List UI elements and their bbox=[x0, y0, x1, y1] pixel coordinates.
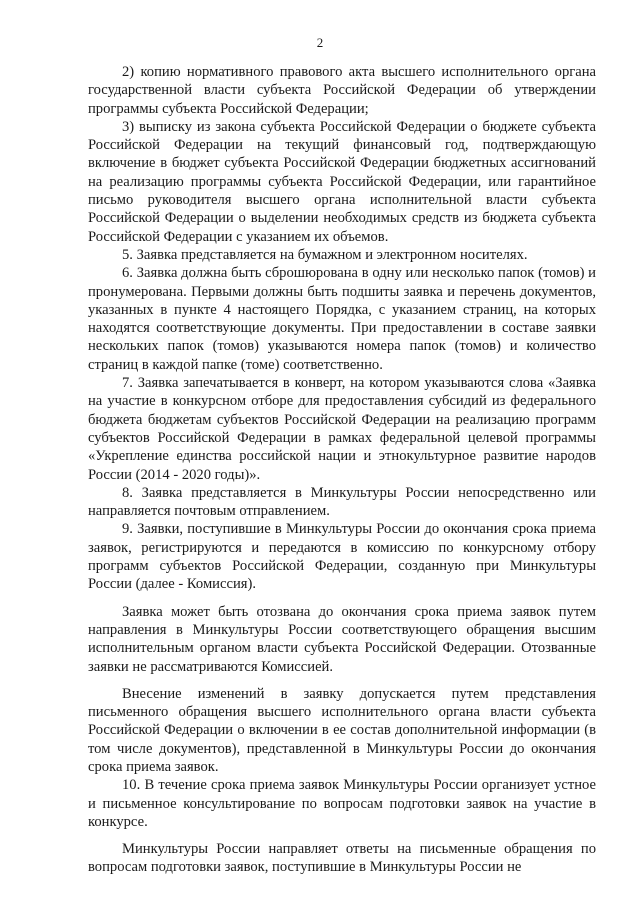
paragraph-amendments: Внесение изменений в заявку допускается путем представления письменного обращения высшего исполнительного органа власти субъекта Российской Федерации о включении в ее состав дополнительной информации (в том числе документов), представленной в Минкультуры России до окончания срока приема заявок. bbox=[88, 685, 596, 775]
document-body bbox=[88, 63, 596, 877]
paragraph-item-3: 3) выписку из закона субъекта Российской Федерации о бюджете субъекта Российской Федерации на текущий финансовый год, подтверждающую включение в бюджет субъекта Российской Федерации бюджетных ассигнований на реализацию программы субъекта Российской Федерации, или гарантийное письмо руководителя высшего органа исполнительной власти субъекта Российской Федерации о выделении необходимых средств из бюджета субъекта Российской Федерации с указанием их объемов. bbox=[88, 118, 596, 245]
paragraph-7: 7. Заявка запечатывается в конверт, на котором указываются слова «Заявка на участие в конкурсном отборе для предоставления субсидий из федерального бюджета бюджетам субъектов Российской Федерации на реализацию программ субъектов Российской Федерации в рамках федеральной целевой программы «Укрепление единства российской нации и этнокультурное развитие народов России (2014 - 2020 годы)». bbox=[88, 375, 596, 483]
paragraph-6: 6. Заявка должна быть сброшюрована в одну или несколько папок (томов) и пронумерована. Первыми должны быть подшиты заявка и перечень документов, указанных в пункте 4 настоящего Порядка, с указанием страниц, на которых находятся соответствующие документы. При предоставлении в составе заявки нескольких папок (томов) указываются номера папок (томов) и количество страниц в каждой папке (томе) соответственно. bbox=[88, 265, 596, 373]
paragraph-9: 9. Заявки, поступившие в Минкультуры России до окончания срока приема заявок, регистрируются и передаются в комиссию по конкурсному отбору программ субъектов Российской Федерации, созданную при Минкультуры России (далее - Комиссия). bbox=[88, 521, 596, 593]
page-number: 2 bbox=[316, 35, 324, 50]
paragraph-5: 5. Заявка представляется на бумажном и электронном носителях. bbox=[122, 246, 528, 263]
paragraph-item-2: 2) копию нормативного правового акта высшего исполнительного органа государственной власти субъекта Российской Федерации об утверждении программы субъекта Российской Федерации; bbox=[88, 64, 596, 117]
paragraph-responses: Минкультуры России направляет ответы на письменные обращения по вопросам подготовки заявок, поступившие в Минкультуры России не bbox=[88, 841, 596, 876]
paragraph-8: 8. Заявка представляется в Минкультуры России непосредственно или направляется почтовым отправлением. bbox=[88, 484, 596, 520]
paragraph-withdrawal: Заявка может быть отозвана до окончания срока приема заявок путем направления в Минкультуры России соответствующего обращения высшим исполнительным органом власти субъекта Российской Федерации. Отозванные заявки не рассматриваются Комиссией. bbox=[88, 603, 596, 675]
paragraph-10: 10. В течение срока приема заявок Минкультуры России организует устное и письменное консультирование по вопросам подготовки заявок на участие в конкурсе. bbox=[88, 777, 596, 830]
